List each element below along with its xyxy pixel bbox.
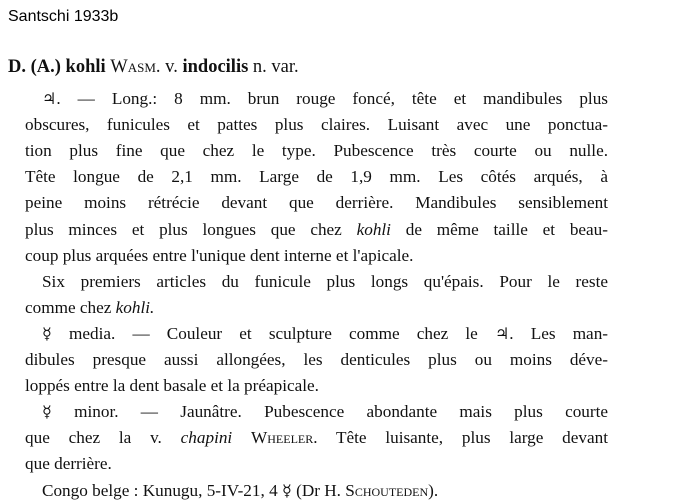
text-line: peine moins rétrécie devant que derrière. Mandibules sensiblement bbox=[25, 193, 608, 213]
queen-symbol-icon: ♃ bbox=[42, 89, 57, 109]
worker-symbol-icon: ☿ bbox=[42, 323, 52, 343]
author-name: Wheeler bbox=[251, 428, 314, 448]
taxon-heading bbox=[8, 54, 608, 80]
text-line: que chez la v. chapini Wheeler. Tête luisante, plus large devant bbox=[25, 428, 608, 448]
variety-name: indocilis bbox=[182, 57, 249, 77]
text-line: tion plus fine que chez le type. Pubescence très courte ou nulle. bbox=[25, 141, 608, 161]
locality-paragraph bbox=[8, 478, 608, 504]
funicle-paragraph bbox=[8, 269, 608, 321]
text-line: loppés entre la dent basale et la préapicale. bbox=[25, 376, 319, 396]
queen-description bbox=[8, 86, 608, 269]
document-page bbox=[8, 54, 608, 504]
taxon-genus: D. (A.) kohli bbox=[8, 57, 106, 77]
queen-symbol-icon: ♃ bbox=[494, 323, 510, 343]
text-line: que derrière. bbox=[25, 454, 112, 474]
text-line: Six premiers articles du funicule plus longs qu'épais. Pour le reste bbox=[42, 271, 608, 291]
text-line: Congo belge : Kunugu, 5-IV-21, 4 ☿ (Dr H. Schouteden). bbox=[42, 480, 439, 500]
worker-symbol-icon: ☿ bbox=[42, 402, 52, 422]
text-line: ☿ media. — Couleur et sculpture comme chez le ♃. Les man- bbox=[42, 323, 609, 343]
text-line: plus minces et plus longues que chez kohli de même taille et beau- bbox=[25, 219, 609, 239]
taxon-author: Wasm. bbox=[110, 57, 161, 77]
text-line: Tête longue de 2,1 mm. Large de 1,9 mm. Les côtés arqués, à bbox=[25, 167, 608, 187]
text-line: coup plus arquées entre l'unique dent interne et l'apicale. bbox=[25, 245, 414, 265]
text-line: obscures, funicules et pattes plus claires. Luisant avec une ponctua- bbox=[25, 115, 608, 135]
variety-name: chapini bbox=[180, 428, 233, 448]
taxon-status: n. var. bbox=[252, 57, 299, 77]
source-label: Santschi 1933b bbox=[8, 8, 119, 25]
worker-minor-paragraph bbox=[8, 399, 608, 477]
text-line: ♃. — Long.: 8 mm. brun rouge foncé, tête et mandibules plus bbox=[42, 89, 608, 109]
text-line: dibules presque aussi allongées, les denticules plus ou moins déve- bbox=[25, 350, 608, 370]
collector-name: Schouteden bbox=[345, 480, 429, 500]
text-line: comme chez kohli. bbox=[25, 297, 155, 317]
species-name: kohli bbox=[356, 219, 391, 239]
text-line: ☿ minor. — Jaunâtre. Pubescence abondante mais plus courte bbox=[42, 402, 609, 422]
variety-prefix: v. bbox=[165, 57, 178, 77]
species-name: kohli. bbox=[115, 297, 155, 317]
worker-symbol-icon: ☿ bbox=[281, 480, 292, 500]
worker-media-paragraph bbox=[8, 321, 608, 399]
